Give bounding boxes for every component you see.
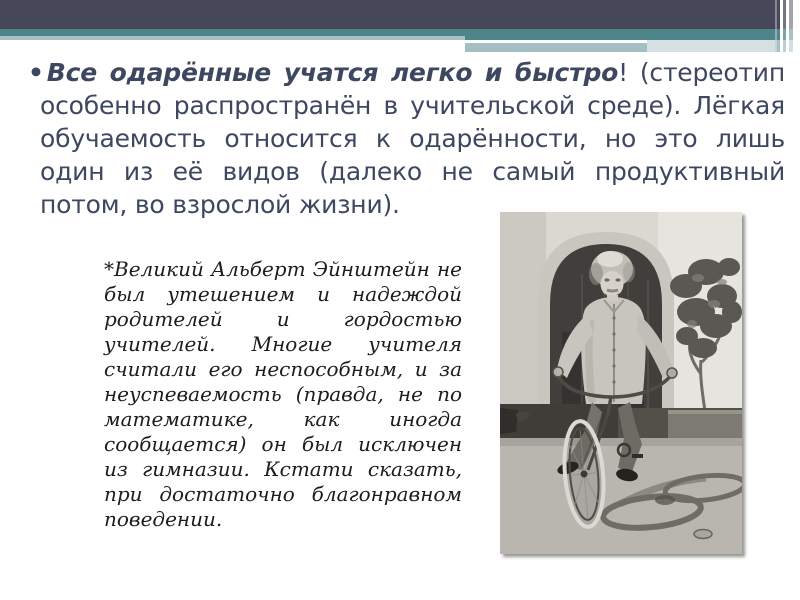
bullet-lead-text: Все одарённые учатся легко и быстро	[46, 58, 619, 87]
note-paragraph: *Великий Альберт Эйнштейн не был утешением и надеждой родителей и гордостью учителей. Многие учителя считали его неспособным, и за неуспеваемость (правда, не по математике, как иногда сообщается) он был исключен из гимназии. Кстати сказать, при достаточно благонравном поведении.	[104, 257, 462, 531]
header-bar-lighter-teal	[647, 40, 775, 52]
header-bar-teal-right	[465, 29, 775, 40]
header-bar-dark	[0, 0, 775, 29]
header-bar-mid-teal	[465, 43, 647, 52]
bullet-rest-text: ! (стереотип особенно распространён в учительской среде). Лёгкая обучаемость относится к одарённости, но это лишь один из её видов (далеко не самый продуктивный потом, во взрослой жизни).	[40, 58, 785, 219]
einstein-photo	[500, 212, 742, 554]
bullet-paragraph	[28, 56, 785, 221]
bullet-marker: •	[28, 58, 44, 87]
header-bar-light-teal	[0, 36, 465, 40]
einstein-photo-art	[500, 212, 742, 554]
header-bar-teal	[0, 29, 465, 36]
header-corner-stripes	[775, 0, 800, 52]
